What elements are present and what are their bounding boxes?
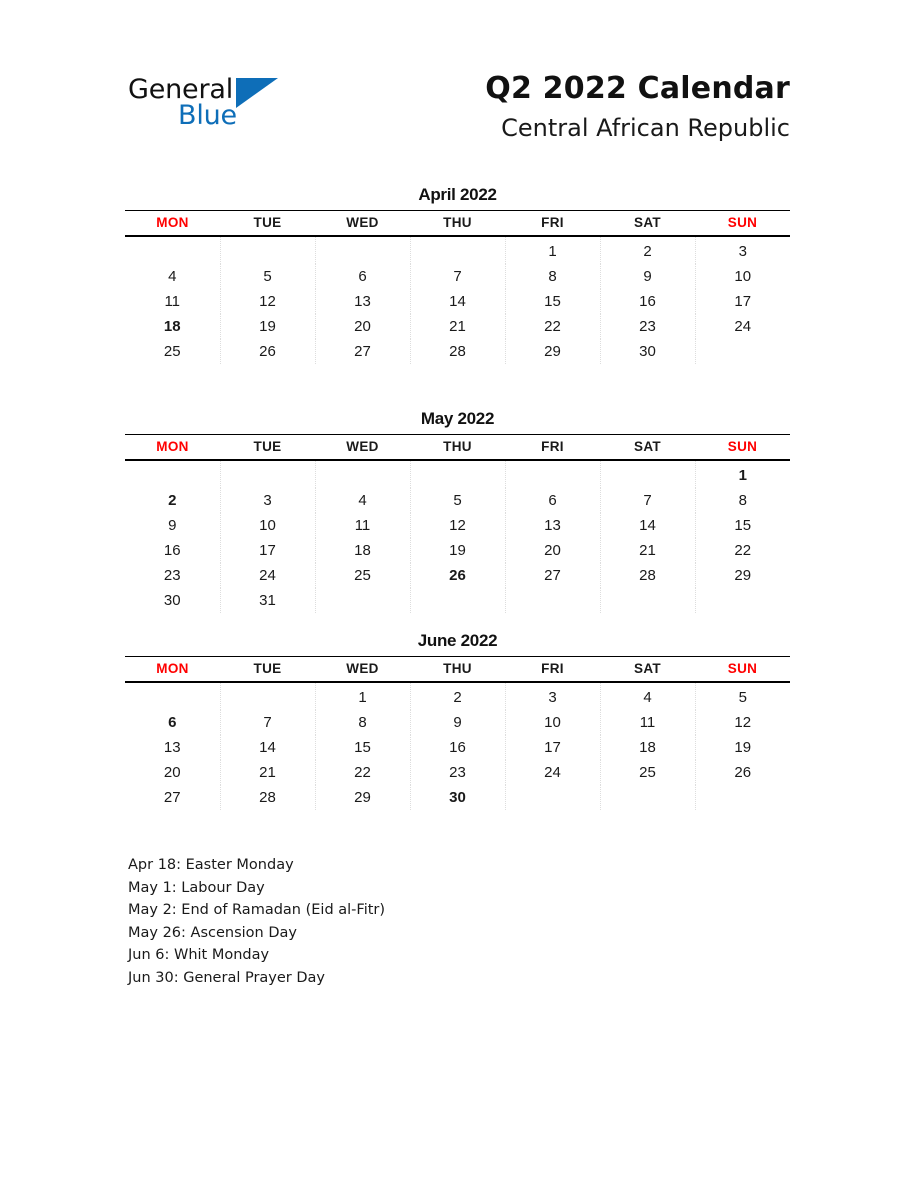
page-header bbox=[128, 72, 790, 162]
weekday-header-fri: FRI bbox=[505, 657, 600, 683]
day-cell[interactable]: 17 bbox=[220, 538, 315, 563]
day-cell[interactable]: 27 bbox=[125, 785, 220, 810]
week-row bbox=[125, 710, 790, 735]
day-cell[interactable]: 29 bbox=[505, 339, 600, 364]
month-block-may bbox=[125, 409, 790, 613]
day-cell[interactable]: 19 bbox=[734, 739, 752, 756]
day-cell[interactable]: 9 bbox=[125, 513, 220, 538]
weekday-header-tue: TUE bbox=[220, 211, 315, 237]
weekday-header-sun: SUN bbox=[695, 211, 790, 237]
day-cell[interactable]: 18 bbox=[125, 314, 220, 339]
day-cell[interactable]: 30 bbox=[125, 588, 220, 613]
day-cell[interactable]: 16 bbox=[125, 538, 220, 563]
day-cell[interactable]: 10 bbox=[734, 268, 752, 285]
day-cell[interactable]: 3 bbox=[738, 243, 747, 260]
week-row bbox=[125, 264, 790, 289]
day-cell[interactable]: 26 bbox=[410, 563, 505, 588]
day-cell[interactable]: 5 bbox=[220, 264, 315, 289]
weekday-header-sun: SUN bbox=[695, 435, 790, 461]
day-cell-empty bbox=[125, 682, 220, 710]
day-cell[interactable]: 30 bbox=[600, 339, 695, 364]
day-cell[interactable]: 11 bbox=[125, 289, 220, 314]
weekday-header-thu: THU bbox=[410, 657, 505, 683]
day-cell[interactable]: 26 bbox=[220, 339, 315, 364]
day-cell[interactable]: 15 bbox=[315, 735, 410, 760]
day-cell-empty bbox=[695, 339, 790, 364]
holiday-list-item: May 1: Labour Day bbox=[128, 879, 265, 896]
weekday-header-sat: SAT bbox=[600, 211, 695, 237]
week-row bbox=[125, 339, 790, 364]
day-cell[interactable]: 19 bbox=[220, 314, 315, 339]
week-row bbox=[125, 785, 790, 810]
holiday-list-item: Apr 18: Easter Monday bbox=[128, 857, 294, 873]
weekday-header-mon: MON bbox=[125, 435, 220, 461]
month-block-june bbox=[125, 631, 790, 810]
weekday-header-mon: MON bbox=[125, 657, 220, 683]
week-row bbox=[125, 538, 790, 563]
day-cell-empty bbox=[410, 588, 505, 613]
day-cell-empty bbox=[220, 682, 315, 710]
holiday-list-item: May 2: End of Ramadan (Eid al-Fitr) bbox=[128, 902, 386, 919]
week-row bbox=[125, 488, 790, 513]
day-cell[interactable]: 29 bbox=[734, 567, 752, 584]
logo-text-blue: Blue bbox=[178, 100, 237, 131]
day-cell-empty bbox=[600, 588, 695, 613]
weekday-header-row bbox=[125, 435, 790, 461]
day-cell[interactable]: 8 bbox=[315, 710, 410, 735]
day-cell[interactable]: 22 bbox=[505, 314, 600, 339]
week-row bbox=[125, 682, 790, 710]
weekday-header-mon: MON bbox=[125, 211, 220, 237]
day-cell[interactable]: 3 bbox=[220, 488, 315, 513]
day-cell[interactable]: 2 bbox=[410, 682, 505, 710]
day-cell[interactable]: 7 bbox=[220, 710, 315, 735]
week-row bbox=[125, 289, 790, 314]
day-cell[interactable]: 14 bbox=[600, 513, 695, 538]
week-row bbox=[125, 513, 790, 538]
weekday-header-wed: WED bbox=[315, 657, 410, 683]
day-cell[interactable]: 20 bbox=[505, 538, 600, 563]
weekday-header-sat: SAT bbox=[600, 435, 695, 461]
month-title: April 2022 bbox=[418, 185, 497, 204]
weekday-header-row bbox=[125, 657, 790, 683]
day-cell[interactable]: 30 bbox=[410, 785, 505, 810]
day-cell[interactable]: 1 bbox=[505, 236, 600, 264]
day-cell[interactable]: 25 bbox=[125, 339, 220, 364]
day-cell[interactable]: 27 bbox=[505, 563, 600, 588]
weekday-header-sat: SAT bbox=[600, 657, 695, 683]
page-title: Q2 2022 Calendar bbox=[485, 71, 790, 106]
day-cell[interactable]: 12 bbox=[220, 289, 315, 314]
day-cell[interactable]: 5 bbox=[410, 488, 505, 513]
day-cell-empty bbox=[220, 460, 315, 488]
month-calendar-table bbox=[125, 210, 790, 364]
day-cell[interactable]: 5 bbox=[738, 689, 747, 706]
holiday-list-item: May 26: Ascension Day bbox=[128, 924, 297, 941]
day-cell-empty bbox=[315, 236, 410, 264]
day-cell[interactable]: 14 bbox=[220, 735, 315, 760]
day-cell[interactable]: 1 bbox=[738, 467, 747, 484]
day-cell[interactable]: 23 bbox=[125, 563, 220, 588]
day-cell[interactable]: 18 bbox=[315, 538, 410, 563]
day-cell[interactable]: 1 bbox=[315, 682, 410, 710]
day-cell[interactable]: 4 bbox=[315, 488, 410, 513]
holiday-list-item: Jun 30: General Prayer Day bbox=[128, 969, 326, 986]
day-cell-empty bbox=[220, 236, 315, 264]
day-cell[interactable]: 6 bbox=[505, 488, 600, 513]
day-cell-empty bbox=[600, 460, 695, 488]
weekday-header-tue: TUE bbox=[220, 435, 315, 461]
day-cell[interactable]: 6 bbox=[125, 710, 220, 735]
week-row bbox=[125, 460, 790, 488]
weekday-header-thu: THU bbox=[410, 211, 505, 237]
weekday-header-tue: TUE bbox=[220, 657, 315, 683]
day-cell[interactable]: 13 bbox=[315, 289, 410, 314]
day-cell[interactable]: 10 bbox=[220, 513, 315, 538]
day-cell[interactable]: 25 bbox=[315, 563, 410, 588]
day-cell[interactable]: 17 bbox=[505, 735, 600, 760]
day-cell[interactable]: 28 bbox=[410, 339, 505, 364]
day-cell[interactable]: 26 bbox=[734, 764, 752, 781]
day-cell[interactable]: 2 bbox=[600, 236, 695, 264]
day-cell[interactable]: 16 bbox=[600, 289, 695, 314]
day-cell[interactable]: 23 bbox=[410, 760, 505, 785]
weekday-header-fri: FRI bbox=[505, 211, 600, 237]
day-cell[interactable]: 17 bbox=[734, 293, 752, 310]
day-cell-empty bbox=[695, 588, 790, 613]
day-cell[interactable]: 13 bbox=[125, 735, 220, 760]
day-cell[interactable]: 7 bbox=[600, 488, 695, 513]
day-cell[interactable]: 11 bbox=[600, 710, 695, 735]
day-cell-empty bbox=[410, 460, 505, 488]
day-cell[interactable]: 24 bbox=[505, 760, 600, 785]
day-cell[interactable]: 13 bbox=[505, 513, 600, 538]
day-cell[interactable]: 3 bbox=[505, 682, 600, 710]
day-cell-empty bbox=[315, 460, 410, 488]
day-cell[interactable]: 31 bbox=[220, 588, 315, 613]
day-cell[interactable]: 16 bbox=[410, 735, 505, 760]
logo-text-general: General bbox=[128, 74, 234, 105]
day-cell[interactable]: 25 bbox=[600, 760, 695, 785]
day-cell[interactable]: 29 bbox=[315, 785, 410, 810]
month-block-april bbox=[125, 185, 790, 364]
day-cell-empty bbox=[695, 785, 790, 810]
week-row bbox=[125, 314, 790, 339]
day-cell[interactable]: 20 bbox=[315, 314, 410, 339]
day-cell[interactable]: 4 bbox=[125, 264, 220, 289]
day-cell[interactable]: 8 bbox=[505, 264, 600, 289]
week-row bbox=[125, 236, 790, 264]
day-cell[interactable]: 20 bbox=[125, 760, 220, 785]
weekday-header-row bbox=[125, 211, 790, 237]
title-block bbox=[485, 72, 790, 144]
day-cell[interactable]: 4 bbox=[600, 682, 695, 710]
day-cell[interactable]: 14 bbox=[410, 289, 505, 314]
day-cell[interactable]: 15 bbox=[505, 289, 600, 314]
week-row bbox=[125, 588, 790, 613]
day-cell[interactable]: 12 bbox=[410, 513, 505, 538]
page-subtitle: Central African Republic bbox=[501, 113, 790, 142]
holiday-list bbox=[128, 854, 728, 990]
day-cell-empty bbox=[600, 785, 695, 810]
day-cell[interactable]: 21 bbox=[220, 760, 315, 785]
day-cell[interactable]: 19 bbox=[410, 538, 505, 563]
day-cell[interactable]: 24 bbox=[734, 318, 752, 335]
month-calendar-table bbox=[125, 656, 790, 810]
weekday-header-wed: WED bbox=[315, 211, 410, 237]
day-cell[interactable]: 15 bbox=[734, 517, 752, 534]
general-blue-logo bbox=[128, 72, 288, 142]
day-cell-empty bbox=[125, 460, 220, 488]
day-cell[interactable]: 27 bbox=[315, 339, 410, 364]
weekday-header-wed: WED bbox=[315, 435, 410, 461]
day-cell-empty bbox=[125, 236, 220, 264]
week-row bbox=[125, 563, 790, 588]
day-cell[interactable]: 12 bbox=[734, 714, 752, 731]
day-cell[interactable]: 9 bbox=[600, 264, 695, 289]
weekday-header-sun: SUN bbox=[695, 657, 790, 683]
day-cell[interactable]: 2 bbox=[125, 488, 220, 513]
day-cell[interactable]: 22 bbox=[315, 760, 410, 785]
day-cell[interactable]: 28 bbox=[600, 563, 695, 588]
day-cell[interactable]: 23 bbox=[600, 314, 695, 339]
day-cell[interactable]: 28 bbox=[220, 785, 315, 810]
day-cell-empty bbox=[505, 460, 600, 488]
day-cell-empty bbox=[315, 588, 410, 613]
week-row bbox=[125, 760, 790, 785]
day-cell[interactable]: 10 bbox=[505, 710, 600, 735]
day-cell[interactable]: 7 bbox=[410, 264, 505, 289]
day-cell-empty bbox=[505, 588, 600, 613]
month-title: May 2022 bbox=[420, 409, 495, 428]
day-cell[interactable]: 9 bbox=[410, 710, 505, 735]
day-cell[interactable]: 18 bbox=[600, 735, 695, 760]
day-cell[interactable]: 21 bbox=[410, 314, 505, 339]
month-calendar-table bbox=[125, 434, 790, 613]
weekday-header-thu: THU bbox=[410, 435, 505, 461]
day-cell-empty bbox=[410, 236, 505, 264]
weekday-header-fri: FRI bbox=[505, 435, 600, 461]
logo-triangle-icon bbox=[236, 78, 278, 108]
day-cell[interactable]: 22 bbox=[734, 542, 752, 559]
day-cell-empty bbox=[505, 785, 600, 810]
day-cell[interactable]: 8 bbox=[738, 492, 747, 509]
day-cell[interactable]: 11 bbox=[315, 513, 410, 538]
day-cell[interactable]: 21 bbox=[600, 538, 695, 563]
day-cell[interactable]: 24 bbox=[220, 563, 315, 588]
holiday-list-item: Jun 6: Whit Monday bbox=[128, 947, 270, 964]
day-cell[interactable]: 6 bbox=[315, 264, 410, 289]
week-row bbox=[125, 735, 790, 760]
month-title: June 2022 bbox=[417, 631, 498, 650]
